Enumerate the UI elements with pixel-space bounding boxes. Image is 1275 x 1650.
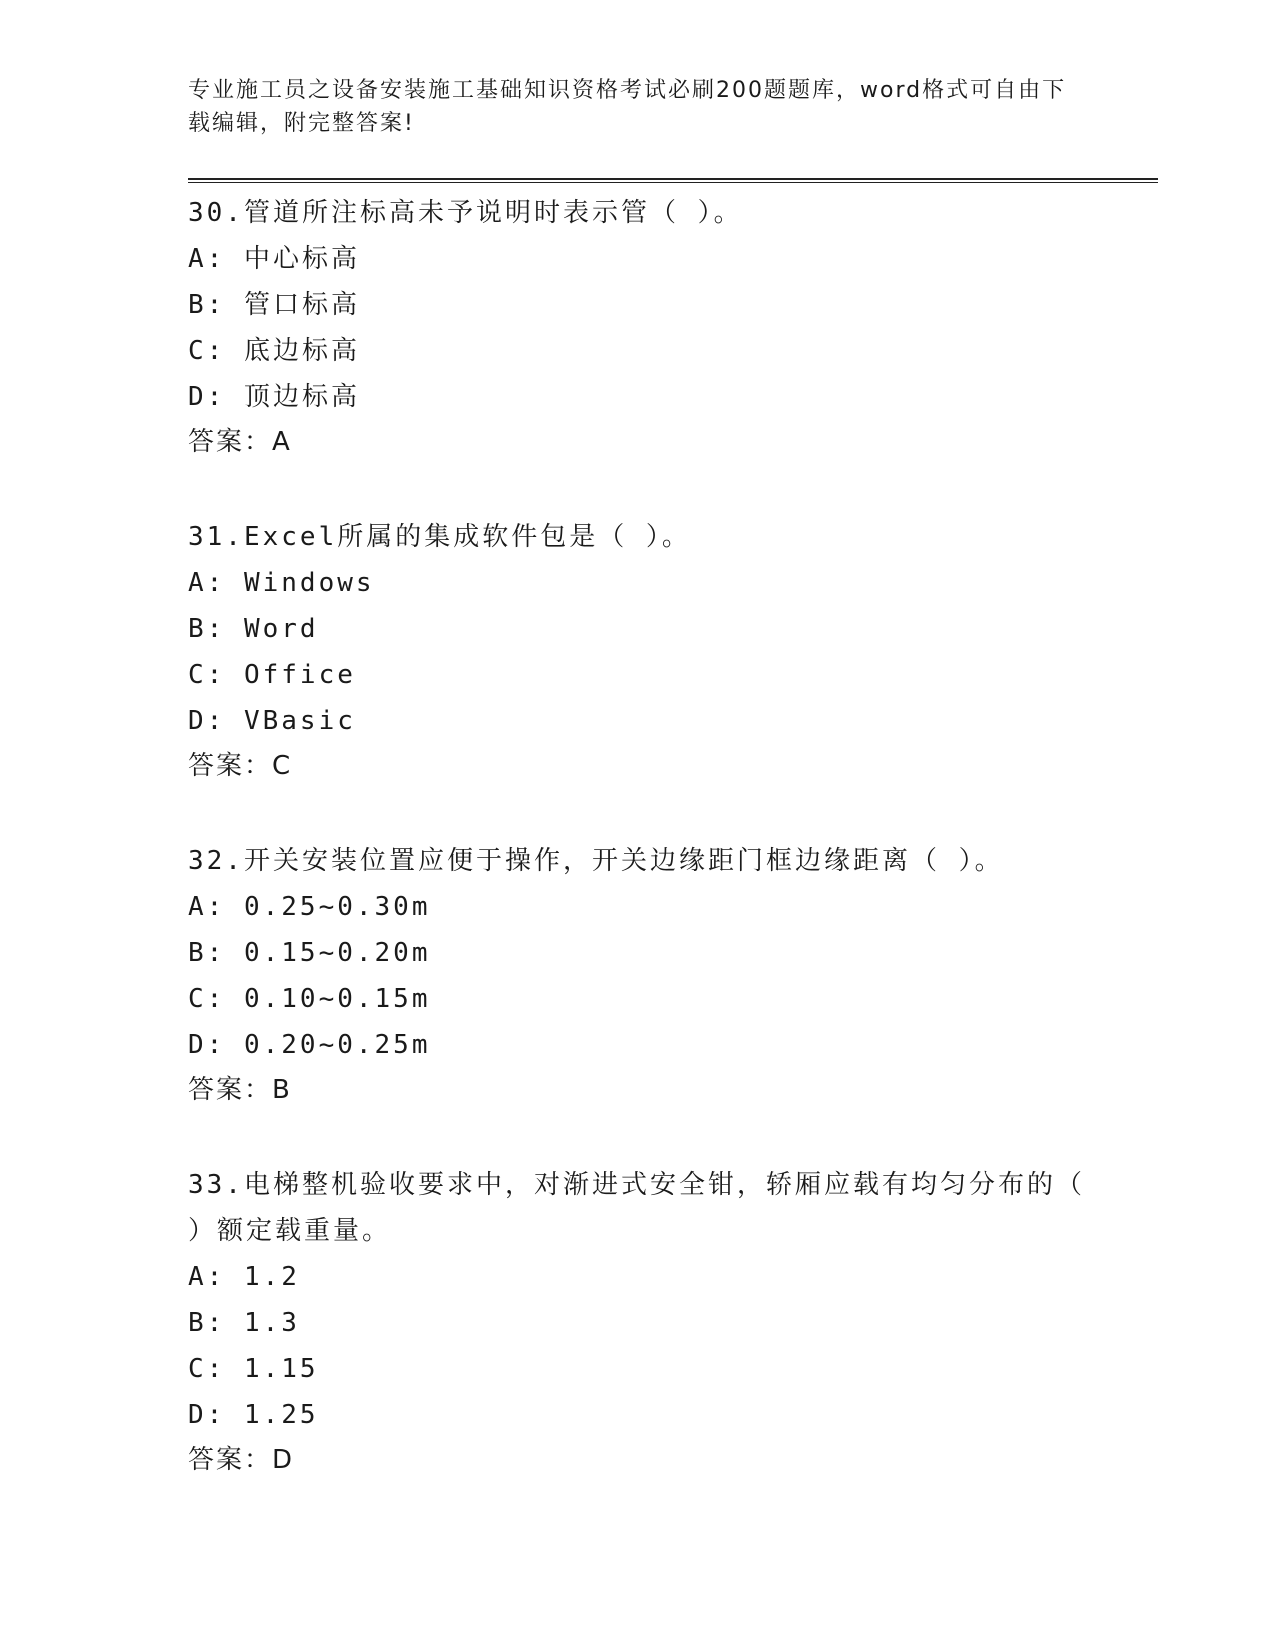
answer-line: 答案：A: [188, 427, 292, 457]
question-stem: 30.管道所注标高未予说明时表示管（ ）。: [188, 198, 743, 228]
answer-line: 答案：C: [188, 751, 293, 781]
question-item: [188, 1162, 1158, 1482]
option-c: C: 0.10~0.15m: [188, 984, 431, 1014]
question-item: [188, 190, 1158, 464]
question-stem: 33.电梯整机验收要求中，对渐进式安全钳，轿厢应载有均匀分布的（ ）额定载重量。: [188, 1170, 1104, 1246]
question-stem: 31.Excel所属的集成软件包是（ ）。: [188, 522, 691, 552]
option-d: D: 1.25: [188, 1400, 319, 1430]
option-a: A: 0.25~0.30m: [188, 892, 431, 922]
option-a: A: 中心标高: [188, 244, 360, 274]
option-b: B: 管口标高: [188, 290, 360, 320]
option-b: B: Word: [188, 614, 319, 644]
option-b: B: 0.15~0.20m: [188, 938, 431, 968]
header-divider: [188, 178, 1158, 183]
option-c: C: 1.15: [188, 1354, 319, 1384]
option-d: D: 顶边标高: [188, 382, 360, 412]
option-a: A: 1.2: [188, 1262, 300, 1292]
document-header: 专业施工员之设备安装施工基础知识资格考试必刷200题题库，word格式可自由下载编辑，附完整答案!: [188, 78, 1067, 136]
option-a: A: Windows: [188, 568, 375, 598]
option-b: B: 1.3: [188, 1308, 300, 1338]
question-list: [188, 190, 1158, 1532]
question-stem: 32.开关安装位置应便于操作，开关边缘距门框边缘距离（ ）。: [188, 846, 1004, 876]
question-item: [188, 514, 1158, 788]
option-c: C: 底边标高: [188, 336, 360, 366]
option-d: D: VBasic: [188, 706, 356, 736]
question-item: [188, 838, 1158, 1112]
answer-line: 答案：B: [188, 1075, 292, 1105]
option-d: D: 0.20~0.25m: [188, 1030, 431, 1060]
answer-line: 答案：D: [188, 1445, 295, 1475]
option-c: C: Office: [188, 660, 356, 690]
